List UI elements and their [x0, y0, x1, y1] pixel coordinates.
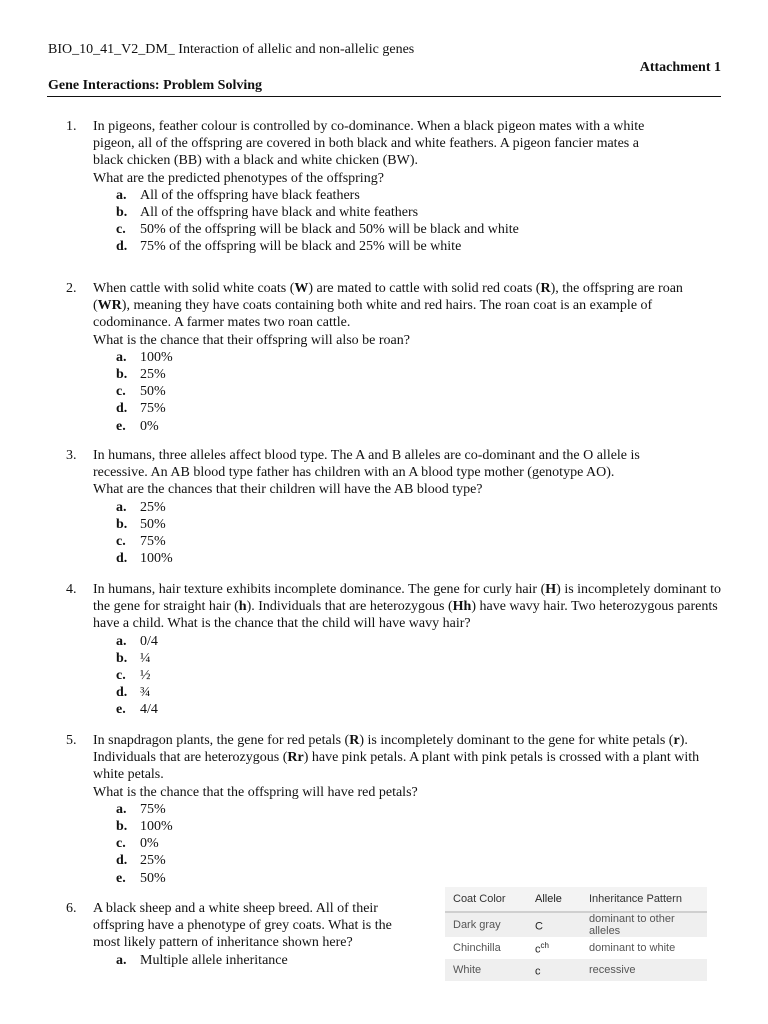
- coat-color-cell: Chinchilla: [453, 942, 501, 954]
- allele-cell: [527, 937, 581, 959]
- text-segment: ) have wavy hair. Two heterozygous parents have a child. What is the chance that the child will have wavy hair?: [93, 599, 718, 632]
- question-number: 4.: [66, 582, 77, 597]
- option-letter: e.: [116, 418, 126, 434]
- option-letter: d.: [116, 401, 128, 417]
- allele-cell: [527, 959, 581, 981]
- option-text: 50% of the offspring will be black and 50% will be black and white: [140, 222, 519, 238]
- question-number: 3.: [66, 448, 77, 463]
- answer-option[interactable]: [116, 852, 723, 869]
- question-text-line: black chicken (BB) with a black and white chicken (BW).: [93, 153, 418, 169]
- inheritance-cell: recessive: [581, 959, 707, 981]
- option-text: 0/4: [140, 633, 158, 649]
- option-letter: b.: [116, 367, 128, 383]
- answer-option[interactable]: [116, 835, 723, 852]
- answer-options: [93, 499, 723, 568]
- answer-option[interactable]: [116, 533, 723, 550]
- question-number: 6.: [66, 901, 77, 916]
- option-letter: c.: [116, 534, 126, 550]
- answer-option[interactable]: [116, 801, 723, 818]
- option-text: 25%: [140, 853, 166, 869]
- option-letter: c.: [116, 836, 126, 852]
- allele-symbol: R: [540, 281, 551, 296]
- option-letter: d.: [116, 551, 128, 567]
- option-text: All of the offspring have black feathers: [140, 187, 360, 203]
- question-prompt: What are the predicted phenotypes of the offspring?: [93, 170, 384, 186]
- text-segment: ) is incompletely dominant to the gene for straight hair (: [93, 582, 722, 615]
- allele-symbol: WR: [97, 298, 122, 314]
- question-number: 2.: [66, 281, 77, 296]
- option-text: 75% of the offspring will be black and 25% will be white: [140, 239, 462, 255]
- option-text: 50%: [140, 516, 166, 532]
- question-text: [93, 280, 723, 332]
- option-text: 4/4: [140, 702, 158, 718]
- allele-symbol: C: [535, 920, 543, 933]
- answer-options: [93, 952, 433, 969]
- table-row: [445, 912, 707, 937]
- answer-option[interactable]: [116, 701, 723, 718]
- answer-option[interactable]: [116, 349, 723, 366]
- option-text: All of the offspring have black and white feathers: [140, 205, 419, 221]
- option-letter: c.: [116, 668, 126, 684]
- question-text: [93, 581, 723, 633]
- column-header: Allele: [527, 887, 581, 912]
- option-text: Multiple allele inheritance: [140, 952, 288, 968]
- answer-option[interactable]: [116, 383, 723, 400]
- answer-option[interactable]: [116, 667, 723, 684]
- question-text-line: In humans, three alleles affect blood type. The A and B alleles are co-dominant and the O allele is: [93, 448, 640, 463]
- answer-option[interactable]: [116, 400, 723, 417]
- allele-symbol: H: [545, 582, 557, 597]
- inheritance-cell: dominant to white: [589, 942, 676, 954]
- question-number: 1.: [66, 119, 77, 134]
- answer-option[interactable]: [116, 818, 723, 835]
- question-text-line: offspring have a phenotype of grey coats. What is the: [93, 918, 392, 934]
- text-segment: When cattle with solid white coats (: [93, 281, 295, 296]
- option-text: 25%: [140, 499, 166, 515]
- column-header: Inheritance Pattern: [581, 887, 707, 912]
- column-header: Coat Color: [445, 887, 527, 912]
- question-prompt: most likely pattern of inheritance shown here?: [93, 935, 353, 951]
- allele-symbol: Rr: [287, 750, 304, 766]
- answer-option[interactable]: [116, 238, 723, 255]
- question-text-line: In pigeons, feather colour is controlled by co-dominance. When a black pigeon mates with a white: [93, 119, 645, 134]
- answer-option[interactable]: [116, 870, 723, 887]
- answer-option[interactable]: [116, 221, 723, 238]
- option-text: 100%: [140, 551, 173, 567]
- answer-option[interactable]: [116, 633, 723, 650]
- text-segment: ), meaning they have coats containing both white and red hairs. The roan coat is an example of codominance. A farmer mates two roan cattle.: [93, 298, 653, 331]
- table-row: [445, 959, 707, 981]
- option-letter: a.: [116, 952, 127, 968]
- answer-options: [93, 801, 723, 887]
- question-text-line: pigeon, all of the offspring are covered in both black and white feathers. A pigeon fancier mates a: [93, 136, 639, 152]
- text-segment: ) are mated to cattle with solid red coats (: [308, 281, 541, 296]
- title-divider: [47, 96, 721, 97]
- document-id: BIO_10_41_V2_DM_ Interaction of allelic and non-allelic genes: [48, 42, 415, 57]
- answer-options: [93, 349, 723, 435]
- option-letter: c.: [116, 222, 126, 238]
- question-prompt: What is the chance that their offspring will also be roan?: [93, 332, 410, 348]
- text-segment: ). Individuals that are heterozygous (: [93, 733, 688, 766]
- option-text: ½: [140, 668, 151, 684]
- option-letter: d.: [116, 239, 128, 255]
- option-text: 75%: [140, 401, 166, 417]
- allele-symbol: c: [535, 965, 541, 978]
- answer-option[interactable]: [116, 516, 723, 533]
- allele-superscript: ch: [540, 940, 549, 950]
- answer-option[interactable]: [116, 952, 433, 969]
- text-segment: In humans, hair texture exhibits incomplete dominance. The gene for curly hair (: [93, 582, 546, 597]
- allele-symbol: h: [238, 599, 247, 615]
- option-letter: c.: [116, 384, 126, 400]
- attachment-label: Attachment 1: [639, 60, 721, 75]
- answer-option[interactable]: [116, 650, 723, 667]
- option-letter: a.: [116, 633, 127, 649]
- option-text: 0%: [140, 418, 159, 434]
- text-segment: In snapdragon plants, the gene for red petals (: [93, 733, 350, 748]
- table-row: [445, 937, 707, 959]
- option-text: ¼: [140, 650, 151, 666]
- option-letter: d.: [116, 685, 128, 701]
- option-text: 75%: [140, 801, 166, 817]
- question-prompt: What are the chances that their children will have the AB blood type?: [93, 482, 483, 498]
- option-text: 25%: [140, 367, 166, 383]
- option-letter: b.: [116, 516, 128, 532]
- answer-options: [93, 633, 723, 719]
- option-text: 0%: [140, 836, 159, 852]
- option-letter: b.: [116, 650, 128, 666]
- text-segment: ), the offspring are roan (: [93, 281, 683, 314]
- answer-option[interactable]: [116, 366, 723, 383]
- option-letter: a.: [116, 499, 127, 515]
- answer-option[interactable]: [116, 499, 723, 516]
- allele-symbol: r: [673, 733, 680, 748]
- inheritance-cell: dominant to other alleles: [581, 912, 707, 937]
- page-title: Gene Interactions: Problem Solving: [48, 78, 263, 93]
- question-text: [93, 732, 723, 784]
- option-text: ¾: [140, 685, 151, 701]
- answer-option[interactable]: [116, 204, 723, 221]
- question-number: 5.: [66, 733, 77, 748]
- option-letter: e.: [116, 702, 126, 718]
- answer-options: [93, 187, 723, 256]
- answer-option[interactable]: [116, 684, 723, 701]
- answer-option[interactable]: [116, 418, 723, 435]
- option-letter: b.: [116, 819, 128, 835]
- text-segment: ) have pink petals. A plant with pink petals is crossed with a plant with white petals.: [93, 750, 700, 783]
- question-text-line: recessive. An AB blood type father has children with an A blood type mother (genotype AO).: [93, 465, 615, 481]
- option-text: 100%: [140, 819, 173, 835]
- text-segment: ). Individuals that are heterozygous (: [246, 599, 453, 615]
- answer-option[interactable]: [116, 550, 723, 567]
- answer-option[interactable]: [116, 187, 723, 204]
- option-letter: a.: [116, 187, 127, 203]
- option-letter: a.: [116, 801, 127, 817]
- allele-symbol: Hh: [452, 599, 472, 615]
- question-text-line: A black sheep and a white sheep breed. All of their: [93, 901, 378, 916]
- option-letter: e.: [116, 870, 126, 886]
- allele-symbol: W: [294, 281, 309, 296]
- allele-cell: [527, 912, 581, 937]
- coat-color-table: [445, 887, 707, 981]
- option-text: 50%: [140, 384, 166, 400]
- option-letter: a.: [116, 349, 127, 365]
- option-letter: d.: [116, 853, 128, 869]
- allele-symbol: R: [349, 733, 360, 748]
- option-text: 75%: [140, 534, 166, 550]
- allele-symbol: c: [535, 943, 541, 956]
- option-text: 100%: [140, 349, 173, 365]
- coat-color-cell: Dark gray: [445, 912, 527, 937]
- coat-color-cell: White: [445, 959, 527, 981]
- option-letter: b.: [116, 205, 128, 221]
- question-prompt: What is the chance that the offspring will have red petals?: [93, 784, 418, 800]
- option-text: 50%: [140, 870, 166, 886]
- table-header-row: [445, 887, 707, 912]
- text-segment: ) is incompletely dominant to the gene for white petals (: [359, 733, 674, 748]
